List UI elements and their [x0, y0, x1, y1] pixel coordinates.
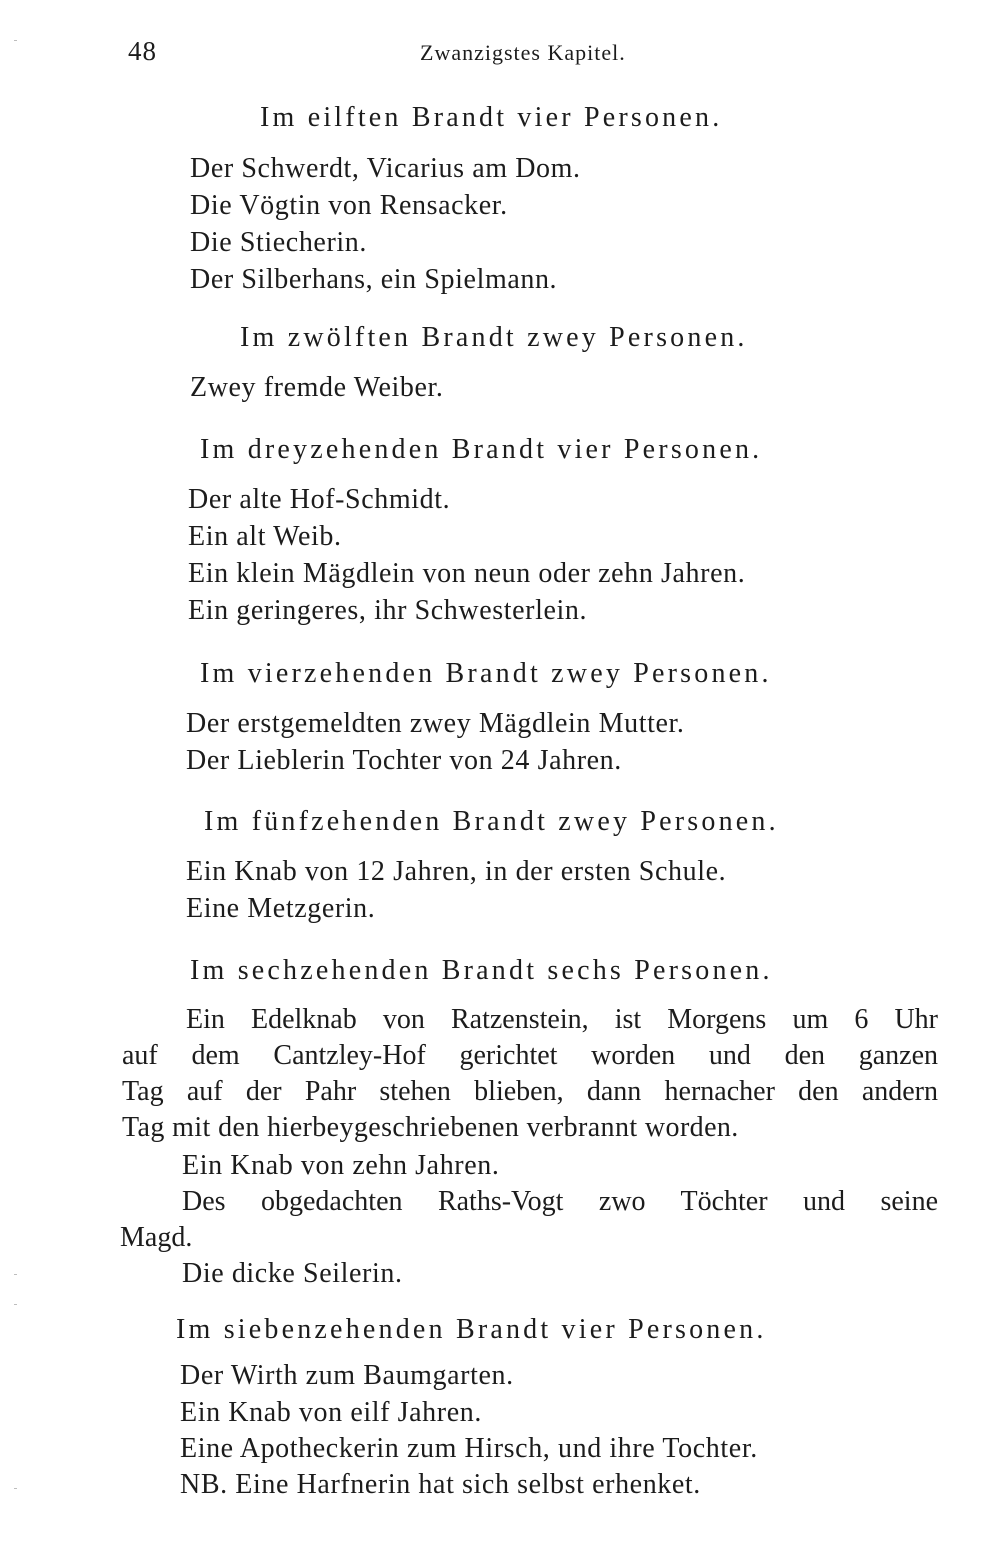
entry-line: Ein geringeres, ihr Schwesterlein. [188, 595, 588, 626]
entry-line: Die Vögtin von Rensacker. [190, 190, 508, 221]
section-heading: Im sechzehenden Brandt sechs Personen. [190, 955, 773, 986]
entry-line: Eine Apotheckerin zum Hirsch, und ihre Tochter. [180, 1433, 758, 1464]
entry-line: Die Stiecherin. [190, 227, 367, 258]
paragraph-line: Ein Edelknab von Ratzenstein, ist Morgens um 6 Uhr [186, 1004, 938, 1035]
running-header [0, 36, 1000, 76]
entry-line: Der alte Hof-Schmidt. [188, 484, 451, 515]
entry-line: Ein Knab von eilf Jahren. [180, 1397, 482, 1428]
entry-line: Der Wirth zum Baumgarten. [180, 1360, 514, 1391]
entry-line: Die dicke Seilerin. [182, 1258, 403, 1289]
section-heading: Im dreyzehenden Brandt vier Personen. [200, 434, 763, 465]
entry-line: Der Schwerdt, Vicarius am Dom. [190, 153, 581, 184]
entry-line: Der Silberhans, ein Spielmann. [190, 264, 558, 295]
section-heading: Im siebenzehenden Brandt vier Personen. [176, 1314, 767, 1345]
scan-speck [14, 1274, 17, 1275]
chapter-title: Zwanzigstes Kapitel. [420, 40, 626, 65]
paragraph-line: auf dem Cantzley-Hof gerichtet worden und den ganzen [122, 1040, 938, 1071]
section-heading: Im eilften Brandt vier Personen. [260, 102, 723, 133]
scan-speck [14, 1488, 17, 1489]
entry-line: Zwey fremde Weiber. [190, 372, 444, 403]
page-number: 48 [128, 36, 157, 66]
entry-line: Der Lieblerin Tochter von 24 Jahren. [186, 745, 622, 776]
entry-line: Der erstgemeldten zwey Mägdlein Mutter. [186, 708, 685, 739]
paragraph-line: Des obgedachten Raths-Vogt zwo Töchter und seine [182, 1186, 938, 1217]
scan-speck [14, 1304, 17, 1305]
entry-line: Ein klein Mägdlein von neun oder zehn Jahren. [188, 558, 746, 589]
paragraph-line: Tag mit den hierbeygeschriebenen verbrannt worden. [122, 1112, 739, 1143]
section-heading: Im zwölften Brandt zwey Personen. [240, 322, 748, 353]
entry-line: Ein Knab von zehn Jahren. [182, 1150, 500, 1181]
entry-line: Eine Metzgerin. [186, 893, 376, 924]
entry-line: Ein Knab von 12 Jahren, in der ersten Schule. [186, 856, 727, 887]
entry-line: Ein alt Weib. [188, 521, 342, 552]
paragraph-line: Tag auf der Pahr stehen blieben, dann hernacher den andern [122, 1076, 938, 1107]
paragraph-line: Magd. [120, 1222, 193, 1253]
section-heading: Im vierzehenden Brandt zwey Personen. [200, 658, 772, 689]
section-heading: Im fünfzehenden Brandt zwey Personen. [204, 806, 779, 837]
entry-line: NB. Eine Harfnerin hat sich selbst erhenket. [180, 1469, 701, 1500]
